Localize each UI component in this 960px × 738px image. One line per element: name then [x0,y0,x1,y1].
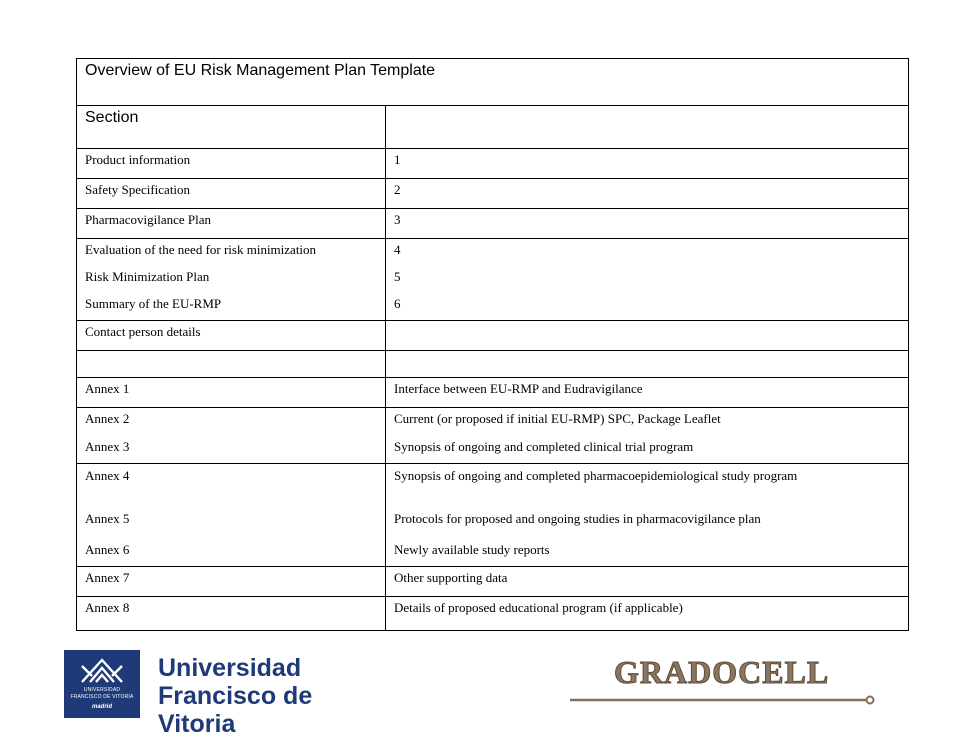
row-value: Other supporting data [386,567,909,597]
rmp-overview-table [76,58,909,631]
table-title: Overview of EU Risk Management Plan Template [77,59,909,106]
section-header: Section [77,106,386,149]
row-label: Annex 4 [85,468,130,483]
row-value: 3 [386,209,909,239]
row-label: Annex 1 [77,378,386,408]
row-value: Current (or proposed if initial EU-RMP) SPC, Package Leaflet [394,411,721,426]
gradocell-logo [570,652,880,708]
section-header-empty [386,106,909,149]
ufv-emblem-icon [64,650,140,718]
table-row [77,378,909,408]
row-label: Safety Specification [77,179,386,209]
ufv-name-line2: Francisco de Vitoria [158,682,313,738]
gradocell-underline-icon [570,694,876,706]
row-label: Annex 5 [85,511,130,526]
ufv-emblem-text: UNIVERSIDAD [83,687,121,693]
table-row [77,149,909,179]
row-value: 6 [394,296,401,311]
row-value: Synopsis of ongoing and completed clinical trial program [394,439,694,454]
row-value: 2 [386,179,909,209]
ufv-emblem-text: FRANCISCO DE VITORIA [70,694,134,700]
ufv-lattice-icon [78,656,126,686]
row-label: Annex 7 [77,567,386,597]
table-row [77,567,909,597]
row-label: Pharmacovigilance Plan [77,209,386,239]
row-label: Contact person details [77,321,386,351]
row-value: Newly available study reports [394,542,550,557]
table-row [77,464,909,567]
row-label: Evaluation of the need for risk minimization [85,242,317,257]
table-row [77,209,909,239]
table-row [77,239,909,321]
row-label: Annex 6 [85,542,130,557]
row-value: Details of proposed educational program (if applicable) [386,597,909,631]
gradocell-wordmark: GRADOCELL [614,654,830,690]
row-label: Annex 3 [85,439,130,454]
row-label: Annex 8 [77,597,386,631]
row-label: Product information [77,149,386,179]
ufv-logo [64,650,376,738]
table-row [77,321,909,351]
row-label: Risk Minimization Plan [85,269,210,284]
ufv-name-line1: Universidad [158,654,302,682]
row-value: Interface between EU-RMP and Eudravigilance [386,378,909,408]
row-label [77,351,386,378]
row-label: Summary of the EU-RMP [85,296,222,311]
table-row [77,408,909,464]
ufv-emblem-text: madrid [91,704,112,710]
row-value: 5 [394,269,401,284]
row-value [386,351,909,378]
row-value: Protocols for proposed and ongoing studies in pharmacovigilance plan [394,511,761,526]
table-row [77,597,909,631]
row-value: Synopsis of ongoing and completed pharmacoepidemiological study program [394,468,798,483]
table-row [77,351,909,378]
row-value: 4 [394,242,401,257]
row-label: Annex 2 [85,411,130,426]
row-value [386,321,909,351]
table-row [77,179,909,209]
row-value: 1 [386,149,909,179]
